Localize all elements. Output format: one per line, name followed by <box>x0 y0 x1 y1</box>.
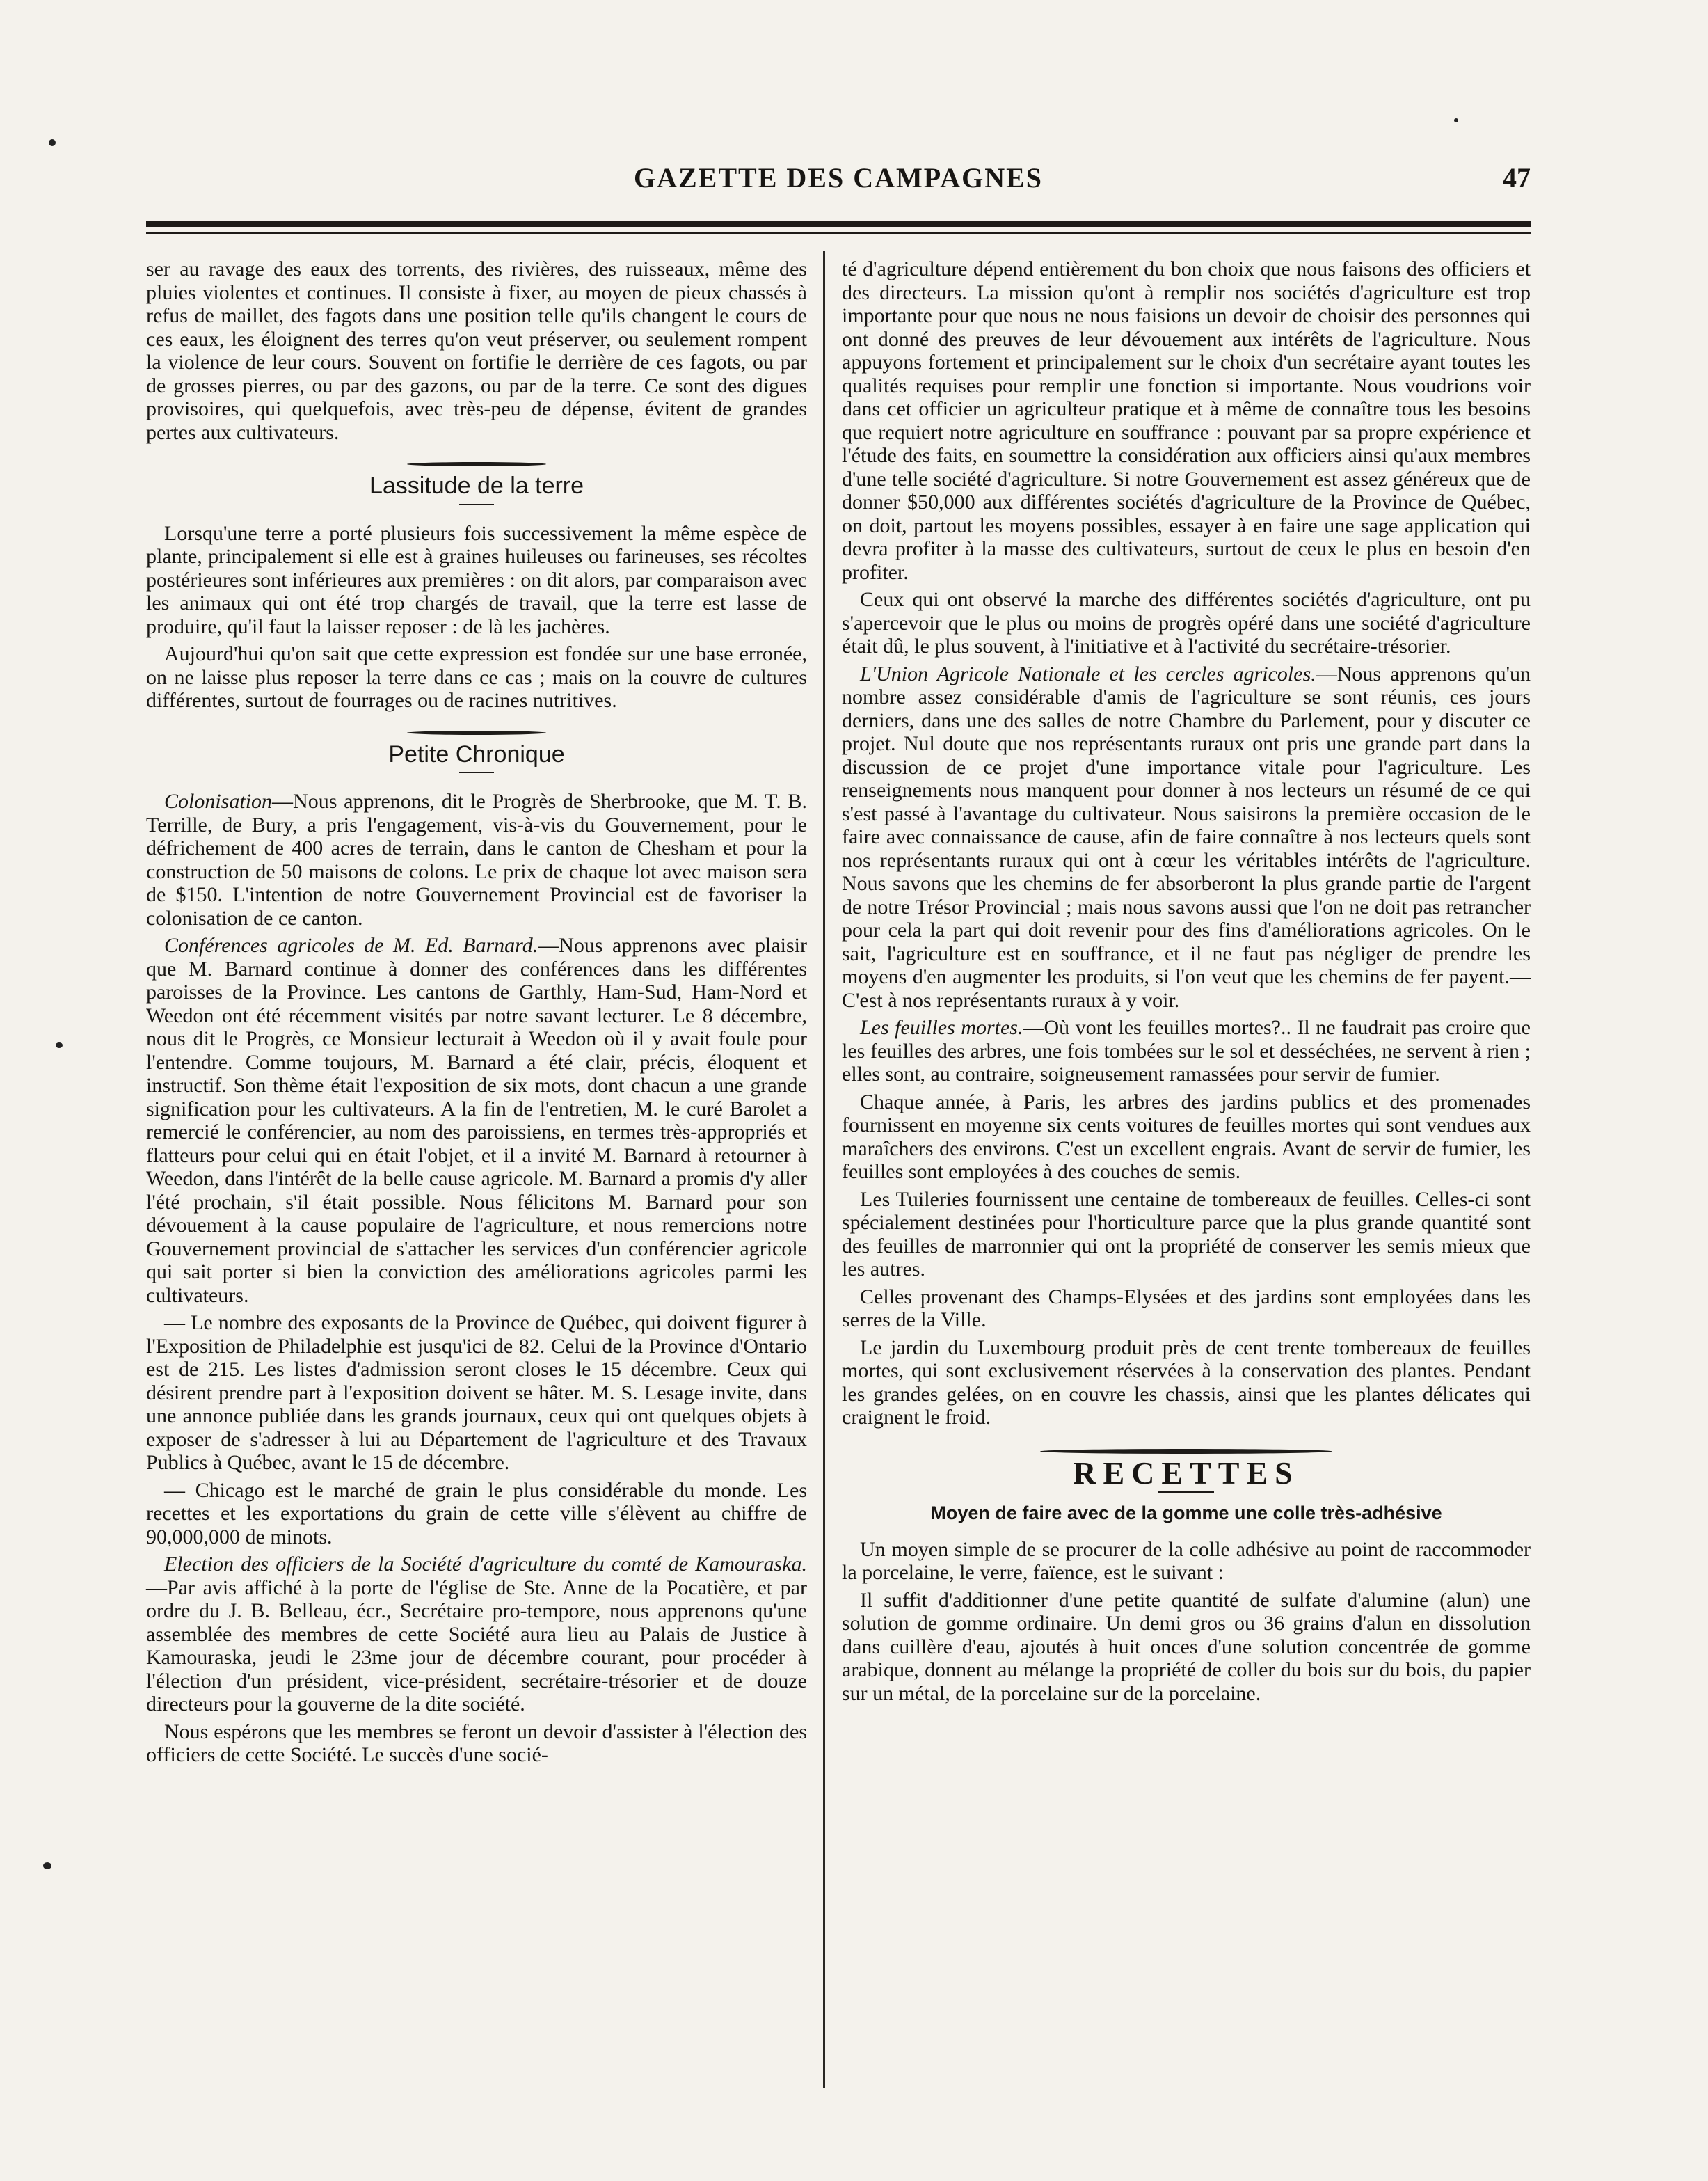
header-rule-thin <box>146 232 1531 234</box>
article-paragraph: té d'agriculture dépend entièrement du bon choix que nous faisons des officiers et des directeurs. La mission qu'ont à remplir nos sociétés d'agriculture est trop importante pour que nous ne nous faisions un devoir de choisir des personnes qui ont donné des preuves de leur dévouement aux intérêts de l'agriculture. Nous appuyons fortement et principalement sur le choix d'un secrétaire ayant toutes les qualités requises pour remplir une fonction si importante. Nous voudrions voir dans cet officier un agriculteur pratique et à même de connaître tous les besoins que requiert notre agriculture en souffrance : pouvant par sa propre expérience et l'étude des faits, en soumettre la considération aux officiers ainsi qu'aux membres d'une telle société d'agriculture. Si notre Gouvernement est assez généreux que de donner $50,000 aux différentes sociétés d'agriculture de la Province de Québec, on doit, partout les moyens possibles, essayer à en faire une sage application qui devra profiter à la masse des cultivateurs, surtout de ceux le plus en besoin d'en profiter. <box>842 257 1531 584</box>
section-heading-text: RECETTES <box>1073 1454 1300 1491</box>
heading-rule <box>1158 1491 1214 1493</box>
article-paragraph: Le jardin du Luxembourg produit près de cent trente tombereaux de feuilles mortes, qui sont exclusivement réservées à la conservation des plantes. Pendant les grandes gelées, on en couvre les chassis, ainsi que les plantes délicates qui craignent le froid. <box>842 1335 1531 1429</box>
chronicle-item <box>146 1553 807 1716</box>
section-heading-text: Lassitude de la terre <box>369 473 584 499</box>
item-lead: Colonisation <box>164 790 273 813</box>
chronicle-item: — Le nombre des exposants de la Province de Québec, qui doivent figurer à l'Exposition de Philadelphie est jusqu'ici de 82. Celui de la Province d'Ontario est de 215. Les listes d'admission seront closes le 15 décembre. Ceux qui désirent prendre part à l'exposition doivent se hâter. M. S. Lesage invite, dans une annonce publiée dans les grands journaux, ceux qui ont quelques objets à exposer de s'adresser à lui au Département de l'agriculture et des Travaux Publics à Québec, avant le 15 de décembre. <box>146 1311 807 1474</box>
article-paragraph: Celles provenant des Champs-Elysées et des jardins sont employées dans les serres de la Ville. <box>842 1285 1531 1331</box>
scan-speck <box>56 1042 63 1048</box>
chronicle-item <box>146 934 807 1307</box>
item-lead: Conférences agricoles de M. Ed. Barnard. <box>164 934 538 957</box>
section-heading-chronique <box>146 738 807 774</box>
article-paragraph: Il suffit d'additionner d'une petite quantité de sulfate d'alumine (alun) une solution de gomme ordinaire. Un demi gros ou 36 grains d'alun en dissolution dans cuillère d'eau, ajoutés à huit onces d'une solution concentrée de gomme arabique, donnent au mélange la propriété de coller du bois sur du bois, du papier sur un métal, de la porcelaine sur de la porcelaine. <box>842 1588 1531 1705</box>
article-paragraph: Aujourd'hui qu'on sait que cette expression est fondée sur une base erronée, on ne laisse plus reposer la terre dans ce cas ; mais on la couvre de cultures différentes, surtout de fourrages ou de racines nutritives. <box>146 642 807 712</box>
article-paragraph: Chaque année, à Paris, les arbres des jardins publics et des promenades fournissent en moyenne six cents voitures de feuilles mortes qui sont vendues aux maraîchers des environs. C'est un excellent engrais. Avant de servir de fumier, les feuilles sont employées à des couches de semis. <box>842 1090 1531 1183</box>
page-number: 47 <box>1503 162 1531 193</box>
section-heading-lassitude <box>146 469 807 505</box>
item-text: —Nous apprenons, dit le Progrès de Sherbrooke, que M. T. B. Terrille, de Bury, a pris l'engagement, vis-à-vis du Gouvernement, pour le défrichement de 400 acres de terrain, dans le canton de Chesham et pour la construction de 50 maisons de colons. Le prix de chaque lot avec maison sera de $150. L'intention de notre Gouvernement Provincial est de favoriser la colonisation de ce canton. <box>146 790 807 930</box>
item-lead: Les feuilles mortes. <box>860 1016 1023 1039</box>
article-paragraph: Lorsqu'une terre a porté plusieurs fois successivement la même espèce de plante, principalement si elle est à graines huileuses ou farineuses, ses récoltes postérieures sont inférieures aux premières : on dit alors, par comparaison avec les animaux qui ont été trop chargés de travail, que la terre est lasse de produire, qu'il faut la laisser reposer : de là les jachères. <box>146 521 807 638</box>
column-divider <box>823 251 825 2088</box>
recipe-title: Moyen de faire avec de la gomme une colle très-adhésive <box>930 1502 1442 1523</box>
item-text: —Par avis affiché à la porte de l'église de Ste. Anne de la Pocatière, et par ordre du J. B. Belleau, écr., Secrétaire pro-tempore, nous apprenons qu'une assemblée des membres de cette Société aura lieu au Palais de Justice à Kamouraska, jeudi le 23me jour de décembre courant, pour procéder à l'élection d'un président, vice-président, secrétaire-trésorier et de douze directeurs pour la gouverne de la dite société. <box>146 1576 807 1715</box>
article-paragraph: Les Tuileries fournissent une centaine de tombereaux de feuilles. Celles-ci sont spécialement destinées pour l'horticulture parce que la plus grande quantité sont des feuilles de marronnier qui ont la propriété de conserver les semis mieux que les autres. <box>842 1187 1531 1280</box>
article-paragraph: Nous espérons que les membres se feront un devoir d'assister à l'élection des officiers de cette Société. Le succès d'une socié- <box>146 1720 807 1766</box>
section-heading-recettes <box>842 1449 1531 1494</box>
chronicle-item <box>146 790 807 930</box>
left-column <box>146 257 807 1771</box>
item-text: —Nous apprenons qu'un nombre assez considérable d'amis de l'agriculture se sont réunis, ces jours derniers, dans une des salles de notre Chambre du Parlement, pour y discuter ce projet. Nul doute que nos représentants ruraux ont pris une grande part dans la discussion de ce projet d'une importance vitale pour l'agriculture. Les renseignements nous manquent pour donner à nos lecteurs un résumé de ce qui s'est passé à l'avantage du cultivateur. Nous saisirons la première occasion de le faire avec connaissance de cause, afin de faire connaître à nos lecteurs quels sont nos représentants ruraux qui ont à cœur les véritables intérêts de l'agriculture. Nous savons que les chemins de fer absorberont la plus grande partie de l'argent de notre Trésor Provincial ; mais nous savons aussi que l'on ne doit pas retrancher pour cela la part qui doit revenir pour des fins d'améliorations agricoles. On le sait, l'agriculture est en souffrance, et il ne faut pas négliger de prendre les moyens d'en augmenter les produits, si l'on veut que les chemins de fer payent.—C'est à nos représentants ruraux à y voir. <box>842 662 1531 1012</box>
article-paragraph: Ceux qui ont observé la marche des différentes sociétés d'agriculture, ont pu s'apercevoir que le plus ou moins de progrès opéré dans une société d'agriculture était dû, le plus souvent, à l'initiative et à l'activité du secrétaire-trésorier. <box>842 588 1531 658</box>
article-paragraph: ser au ravage des eaux des torrents, des rivières, des ruisseaux, même des pluies violentes et continues. Il consiste à fixer, au moyen de pieux chassés à refus de maillet, des fagots dans une position telle qu'ils changent le cours de ces eaux, les éloignent des terres qu'on veut préserver, ou seulement rompent la violence de leur cours. Souvent on fortifie le derrière de ces fagots, ou par de grosses pierres, ou par des gazons, ou par de la terre. Ce sont des digues provisoires, qui quelquefois, avec très-peu de dépense, évitent de grandes pertes aux cultivateurs. <box>146 257 807 444</box>
item-lead: L'Union Agricole Nationale et les cercles agricoles. <box>860 662 1316 685</box>
page-header <box>146 159 1531 200</box>
chronicle-item <box>842 663 1531 1013</box>
scan-speck <box>49 139 56 146</box>
item-text: —Où vont les feuilles mortes?.. Il ne faudrait pas croire que les feuilles des arbres, une fois tombées sur le sol et desséchées, ne servent à rien ; elles sont, au contraire, soigneusement ramassées pour servir de fumier. <box>842 1016 1531 1086</box>
heading-rule <box>459 772 494 773</box>
scan-speck <box>1454 118 1458 122</box>
article-paragraph: Un moyen simple de se procurer de la colle adhésive au point de raccommoder la porcelaine, le verre, faïence, est le suivant : <box>842 1537 1531 1584</box>
chronicle-item <box>842 1016 1531 1086</box>
chronicle-item: — Chicago est le marché de grain le plus considérable du monde. Les recettes et les exportations du grain de cette ville s'élèvent au chiffre de 90,000,000 de minots. <box>146 1478 807 1548</box>
heading-rule <box>459 504 494 505</box>
section-heading-text: Petite Chronique <box>388 740 565 768</box>
item-text: —Nous apprenons avec plaisir que M. Barnard continue à donner des conférences dans les différentes paroisses de la Province. Les cantons de Garthly, Ham-Sud, Ham-Nord et Weedon ont été récemment visités par notre savant lecturer. Le 8 décembre, nous dit le Progrès, ce Monsieur lecturait à Weedon où il y avait foule pour l'entendre. Comme toujours, M. Barnard a été clair, précis, éloquent et instructif. Son thème était l'exposition de six mots, dont chacun a une grande signification pour les cultivateurs. A la fin de l'entretien, M. le curé Barolet a remercié le conférencier, au nom des paroissiens, en termes très-appropriés et flatteurs pour celui qui en était l'objet, et il a invité M. Barnard à retourner à Weedon, dans l'intérêt de la belle cause agricole. M. Barnard a promis d'y aller l'été prochain, s'il était possible. Nous félicitons M. Barnard pour son dévouement à la cause populaire de l'agriculture, et nous remercions notre Gouvernement provincial de s'attacher les services d'un conférencier agricole qui sait porter si bien la conviction des améliorations agricoles parmi les cultivateurs. <box>146 934 807 1307</box>
item-lead: Election des officiers de la Société d'agriculture du comté de Kamouraska. <box>164 1553 807 1576</box>
publication-title: GAZETTE DES CAMPAGNES <box>633 162 1043 193</box>
header-rule-thick <box>146 221 1531 227</box>
right-column <box>842 257 1531 1709</box>
scan-speck <box>43 1862 51 1869</box>
